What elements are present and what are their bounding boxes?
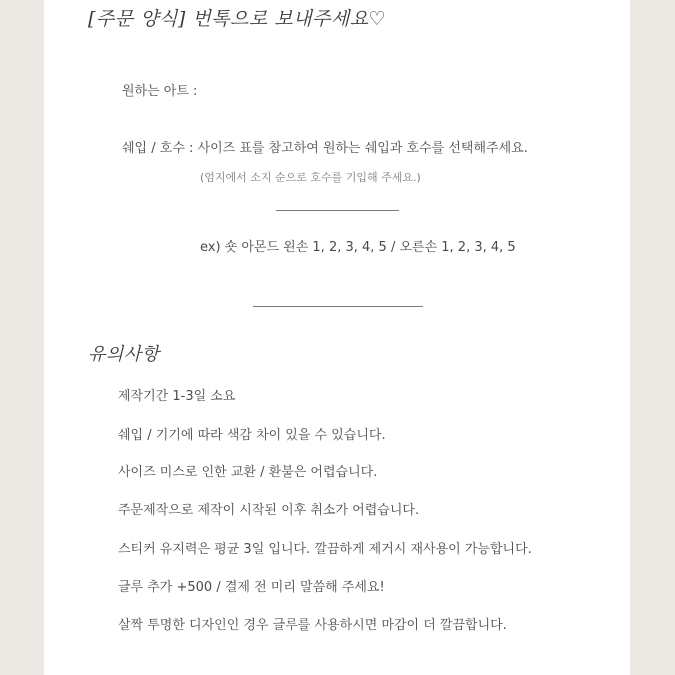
notice-item: 주문제작으로 제작이 시작된 이후 취소가 어렵습니다. bbox=[118, 503, 420, 518]
notice-item: 사이즈 미스로 인한 교환 / 환불은 어렵습니다. bbox=[118, 465, 378, 480]
page-title: [주문 양식] 번톡으로 보내주세요♡ bbox=[88, 8, 387, 30]
shape-size-instruction: 쉐입 / 호수 : 사이즈 표를 참고하여 원하는 쉐입과 호수를 선택해주세요. bbox=[122, 141, 528, 156]
notice-item: 스티커 유지력은 평균 3일 입니다. 깔끔하게 제거시 재사용이 가능합니다. bbox=[118, 542, 532, 557]
section-divider bbox=[253, 306, 423, 307]
notice-item: 글루 추가 +500 / 결제 전 미리 말씀해 주세요! bbox=[118, 580, 385, 595]
size-entry-note: (엄지에서 소지 순으로 호수를 기입해 주세요.) bbox=[200, 171, 421, 184]
short-divider bbox=[276, 210, 399, 211]
wanted-art-label: 원하는 아트 : bbox=[122, 84, 198, 99]
notice-item: 쉐입 / 기기에 따라 색감 차이 있을 수 있습니다. bbox=[118, 428, 386, 443]
notice-item: 살짝 투명한 디자인인 경우 글루를 사용하시면 마감이 더 깔끔합니다. bbox=[118, 618, 507, 633]
notice-item: 제작기간 1-3일 소요 bbox=[118, 389, 236, 404]
document-panel bbox=[44, 0, 630, 675]
example-text: ex) 숏 아몬드 왼손 1, 2, 3, 4, 5 / 오른손 1, 2, 3, 4, 5 bbox=[200, 240, 516, 255]
notice-title: 유의사항 bbox=[88, 344, 160, 365]
